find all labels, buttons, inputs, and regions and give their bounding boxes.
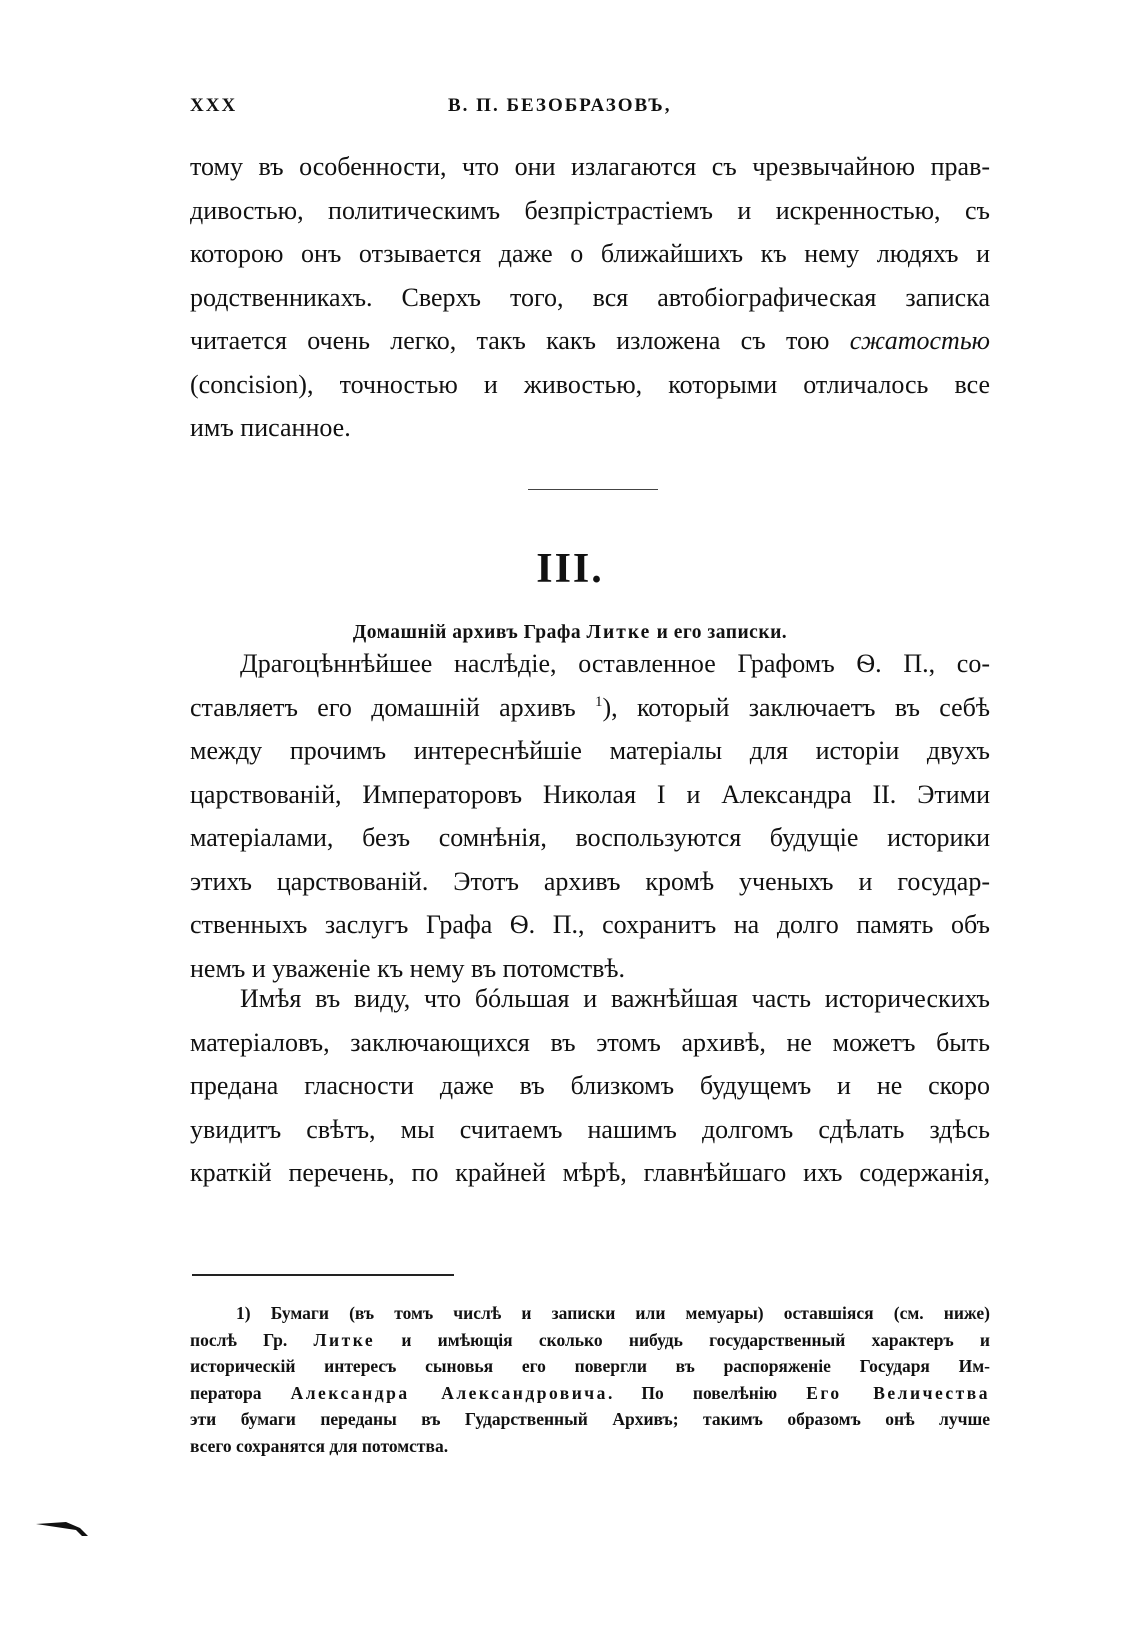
italic-word: сжатостью <box>849 326 990 355</box>
ink-mark-icon <box>36 1516 96 1540</box>
spaced-name: Литке <box>313 1329 376 1350</box>
text-line: увидитъ свѣтъ, мы считаемъ нашимъ долгомъ сдѣлать здѣсь <box>190 1114 990 1144</box>
spaced-name: Его Величества <box>806 1382 990 1403</box>
footnote-line <box>190 1327 990 1354</box>
footnote <box>190 1300 990 1459</box>
text-segment: ), который заключаетъ въ себѣ <box>602 692 990 722</box>
text-segment: . По повелѣнію <box>607 1382 807 1403</box>
text-line: матеріаловъ, заключающихся въ этомъ архивѣ, не можетъ быть <box>190 1027 990 1057</box>
text-line: Имѣя въ виду, что бóльшая и важнѣйшая часть историческихъ <box>240 984 990 1013</box>
footnote-line: эти бумаги переданы въ Гударственный Архивъ; такимъ образомъ онѣ лучше <box>190 1409 990 1429</box>
paragraph-archive <box>190 642 990 990</box>
footnote-line: историческій интересъ сыновья его повергли въ распоряженіе Государя Им- <box>190 1356 990 1376</box>
text-segment: послѣ Гр. <box>190 1329 314 1350</box>
text-segment: и имѣющія сколько нибудь государственный характеръ и <box>375 1329 991 1350</box>
text-line: краткій перечень, по крайней мѣрѣ, главнѣйшаго ихъ содержанія, <box>190 1158 990 1187</box>
text-line: этихъ царствованій. Этотъ архивъ кромѣ ученыхъ и государ- <box>190 866 990 896</box>
text-line: предана гласности даже въ близкомъ будущемъ и не скоро <box>190 1071 990 1100</box>
subtitle-text: Домашній архивъ Графа <box>352 622 587 643</box>
text-segment: ператора <box>190 1382 291 1403</box>
intro-paragraph <box>190 145 990 450</box>
footnote-line: 1) Бумаги (въ томъ числѣ и записки или мемуары) оставшіяся (см. ниже) <box>236 1303 990 1323</box>
text-line: немъ и уваженіе къ нему въ потомствѣ. <box>190 953 625 983</box>
text-line: имъ писанное. <box>190 413 351 442</box>
paragraph-materials <box>190 977 990 1195</box>
text-line: Драгоцѣннѣйшее наслѣдіе, оставленное Графомъ Ѳ. П., со- <box>240 649 990 678</box>
text-line: царствованій, Императоровъ Николая I и Александра II. Этими <box>190 779 990 809</box>
text-line: матеріалами, безъ сомнѣнія, воспользуются будущіе историки <box>190 823 990 852</box>
text-segment: читается очень легко, такъ какъ изложена съ тою <box>190 326 850 355</box>
subtitle-text: и его записки. <box>651 622 788 643</box>
section-subtitle <box>0 622 1140 644</box>
text-line: родственникахъ. Сверхъ того, вся автобіографическая записка <box>190 282 990 312</box>
footnote-ref: 1 <box>595 693 603 710</box>
text-segment: ставляетъ его домашній архивъ <box>190 692 595 722</box>
running-header <box>190 95 990 125</box>
section-separator <box>528 489 658 490</box>
section-number: III. <box>536 546 604 592</box>
running-title: В. П. БЕЗОБРАЗОВЪ, <box>448 95 672 116</box>
text-line: ственныхъ заслугъ Графа Ѳ. П., сохранитъ на долго память объ <box>190 910 990 939</box>
text-line <box>190 686 990 730</box>
text-line: дивостью, политическимъ безпрістрастіемъ и искренностью, съ <box>190 195 990 225</box>
text-line: (concision), точностью и живостью, которыми отличалось все <box>190 369 990 399</box>
footnote-line <box>190 1380 990 1407</box>
footnote-rule <box>192 1274 454 1276</box>
footnote-line: всего сохранятся для потомства. <box>190 1435 449 1456</box>
spaced-name: Александра Александровича <box>290 1382 608 1403</box>
page-number: XXX <box>190 95 238 116</box>
text-line <box>190 319 990 363</box>
text-line: тому въ особенности, что они излагаются съ чрезвычайною прав- <box>190 152 990 181</box>
text-line: между прочимъ интереснѣйшіе матеріалы для исторіи двухъ <box>190 736 990 765</box>
text-line: которою онъ отзывается даже о ближайшихъ къ нему людяхъ и <box>190 239 990 268</box>
subtitle-name: Литке <box>586 622 652 643</box>
